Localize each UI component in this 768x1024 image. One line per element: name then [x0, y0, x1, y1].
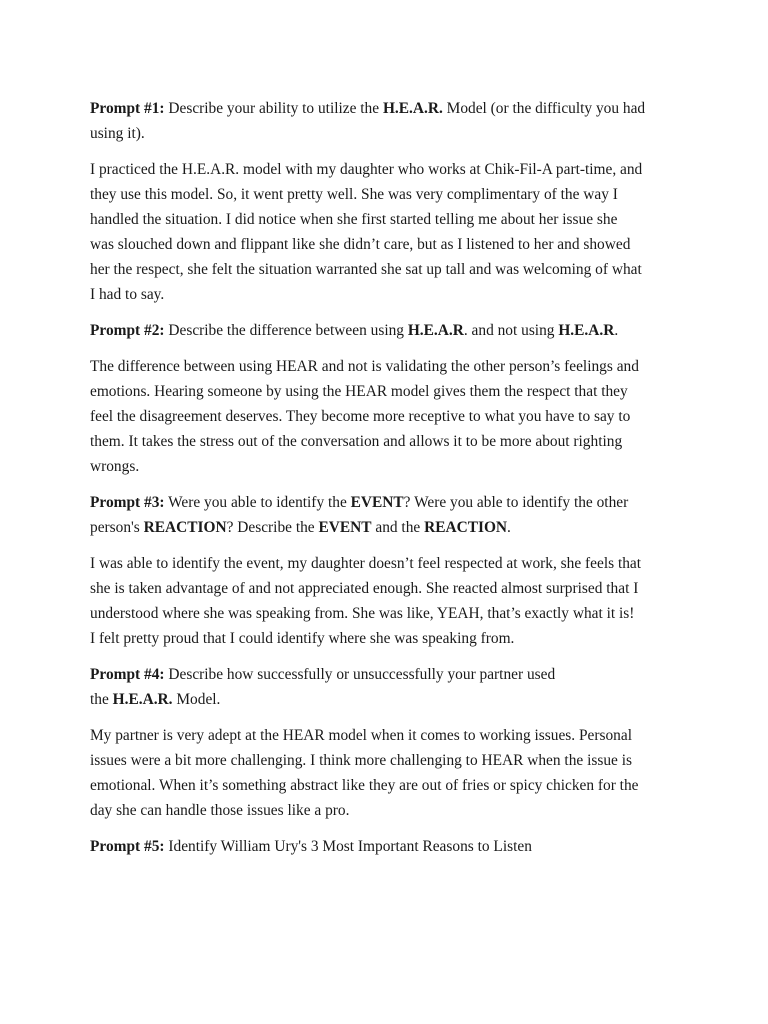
prompt-3-bold-2: REACTION: [143, 519, 227, 536]
answer-line: I practiced the H.E.A.R. model with my daughter who works at Chik-Fil-A part-time, and: [90, 161, 643, 178]
prompt-3-text: Were you able to identify the: [164, 494, 351, 511]
answer-line: they use this model. So, it went pretty well. She was very complimentary of the way I: [90, 186, 618, 203]
prompt-4: [90, 662, 690, 712]
answer-3: [90, 551, 690, 651]
prompt-2-bold: H.E.A.R: [407, 322, 464, 339]
prompt-3-bold: EVENT: [350, 494, 404, 511]
answer-line: The difference between using HEAR and not is validating the other person’s feelings and: [90, 358, 639, 375]
answer-4: [90, 723, 690, 823]
answer-line: I felt pretty proud that I could identify where she was speaking from.: [90, 630, 515, 647]
answer-line: emotions. Hearing someone by using the HEAR model gives them the respect that they: [90, 383, 628, 400]
answer-1: [90, 157, 690, 307]
answer-line: handled the situation. I did notice when she first started telling me about her issue she: [90, 211, 618, 228]
prompt-5-label: Prompt #5:: [90, 838, 165, 855]
prompt-1-text: Describe your ability to utilize the: [164, 100, 383, 117]
answer-line: My partner is very adept at the HEAR model when it comes to working issues. Personal: [90, 727, 632, 744]
prompt-3-label: Prompt #3:: [90, 494, 165, 511]
answer-line: understood where she was speaking from. She was like, YEAH, that’s exactly what it is!: [90, 605, 635, 622]
prompt-3-text-5: and the: [371, 519, 425, 536]
prompt-3-text-3: person's: [90, 519, 144, 536]
prompt-1-line-2: using it).: [90, 125, 145, 142]
answer-line: was slouched down and flippant like she didn’t care, but as I listened to her and showed: [90, 236, 631, 253]
prompt-2: [90, 318, 690, 343]
prompt-3: [90, 490, 690, 540]
prompt-4-label: Prompt #4:: [90, 666, 165, 683]
document-page: [90, 96, 690, 870]
answer-line: day she can handle those issues like a pro.: [90, 802, 350, 819]
prompt-2-text-2: . and not using: [463, 322, 559, 339]
prompt-3-text-2: ? Were you able to identify the other: [403, 494, 629, 511]
prompt-1-label: Prompt #1:: [90, 100, 165, 117]
prompt-1-bold: H.E.A.R.: [382, 100, 443, 117]
prompt-2-bold-2: H.E.A.R: [558, 322, 615, 339]
prompt-4-line-1: [90, 662, 690, 687]
prompt-1: [90, 96, 690, 146]
prompt-5-line-1: [90, 834, 690, 859]
answer-line: I was able to identify the event, my daughter doesn’t feel respected at work, she feels that: [90, 555, 642, 572]
answer-line: I had to say.: [90, 286, 165, 303]
prompt-1-line-1: [90, 96, 690, 121]
prompt-4-bold: H.E.A.R.: [112, 691, 173, 708]
prompt-4-text: Describe how successfully or unsuccessfully your partner used: [164, 666, 556, 683]
answer-2: [90, 354, 690, 479]
prompt-2-text-3: .: [614, 322, 619, 339]
answer-line: her the respect, she felt the situation warranted she sat up tall and was welcoming of what: [90, 261, 642, 278]
answer-line: them. It takes the stress out of the conversation and allows it to be more about righting: [90, 433, 623, 450]
prompt-4-text-2: the: [90, 691, 113, 708]
prompt-3-line-1: [90, 490, 690, 515]
prompt-4-text-3: Model.: [172, 691, 221, 708]
prompt-3-text-6: .: [507, 519, 511, 536]
answer-line: issues were a bit more challenging. I think more challenging to HEAR when the issue is: [90, 752, 632, 769]
prompt-3-bold-4: REACTION: [424, 519, 508, 536]
prompt-3-bold-3: EVENT: [318, 519, 372, 536]
answer-line: she is taken advantage of and not appreciated enough. She reacted almost surprised that I: [90, 580, 639, 597]
prompt-2-text: Describe the difference between using: [164, 322, 408, 339]
prompt-5-text: Identify William Ury's 3 Most Important Reasons to Listen: [164, 838, 532, 855]
prompt-3-line-2: [90, 515, 690, 540]
answer-line: feel the disagreement deserves. They become more receptive to what you have to say to: [90, 408, 631, 425]
prompt-3-text-4: ? Describe the: [226, 519, 319, 536]
prompt-1-text-2: Model (or the difficulty you had: [442, 100, 646, 117]
answer-line: wrongs.: [90, 458, 140, 475]
answer-line: emotional. When it’s something abstract like they are out of fries or spicy chicken for the: [90, 777, 639, 794]
prompt-2-line-1: [90, 318, 690, 343]
prompt-4-line-2: [90, 687, 690, 712]
prompt-2-label: Prompt #2:: [90, 322, 165, 339]
prompt-5: [90, 834, 690, 859]
